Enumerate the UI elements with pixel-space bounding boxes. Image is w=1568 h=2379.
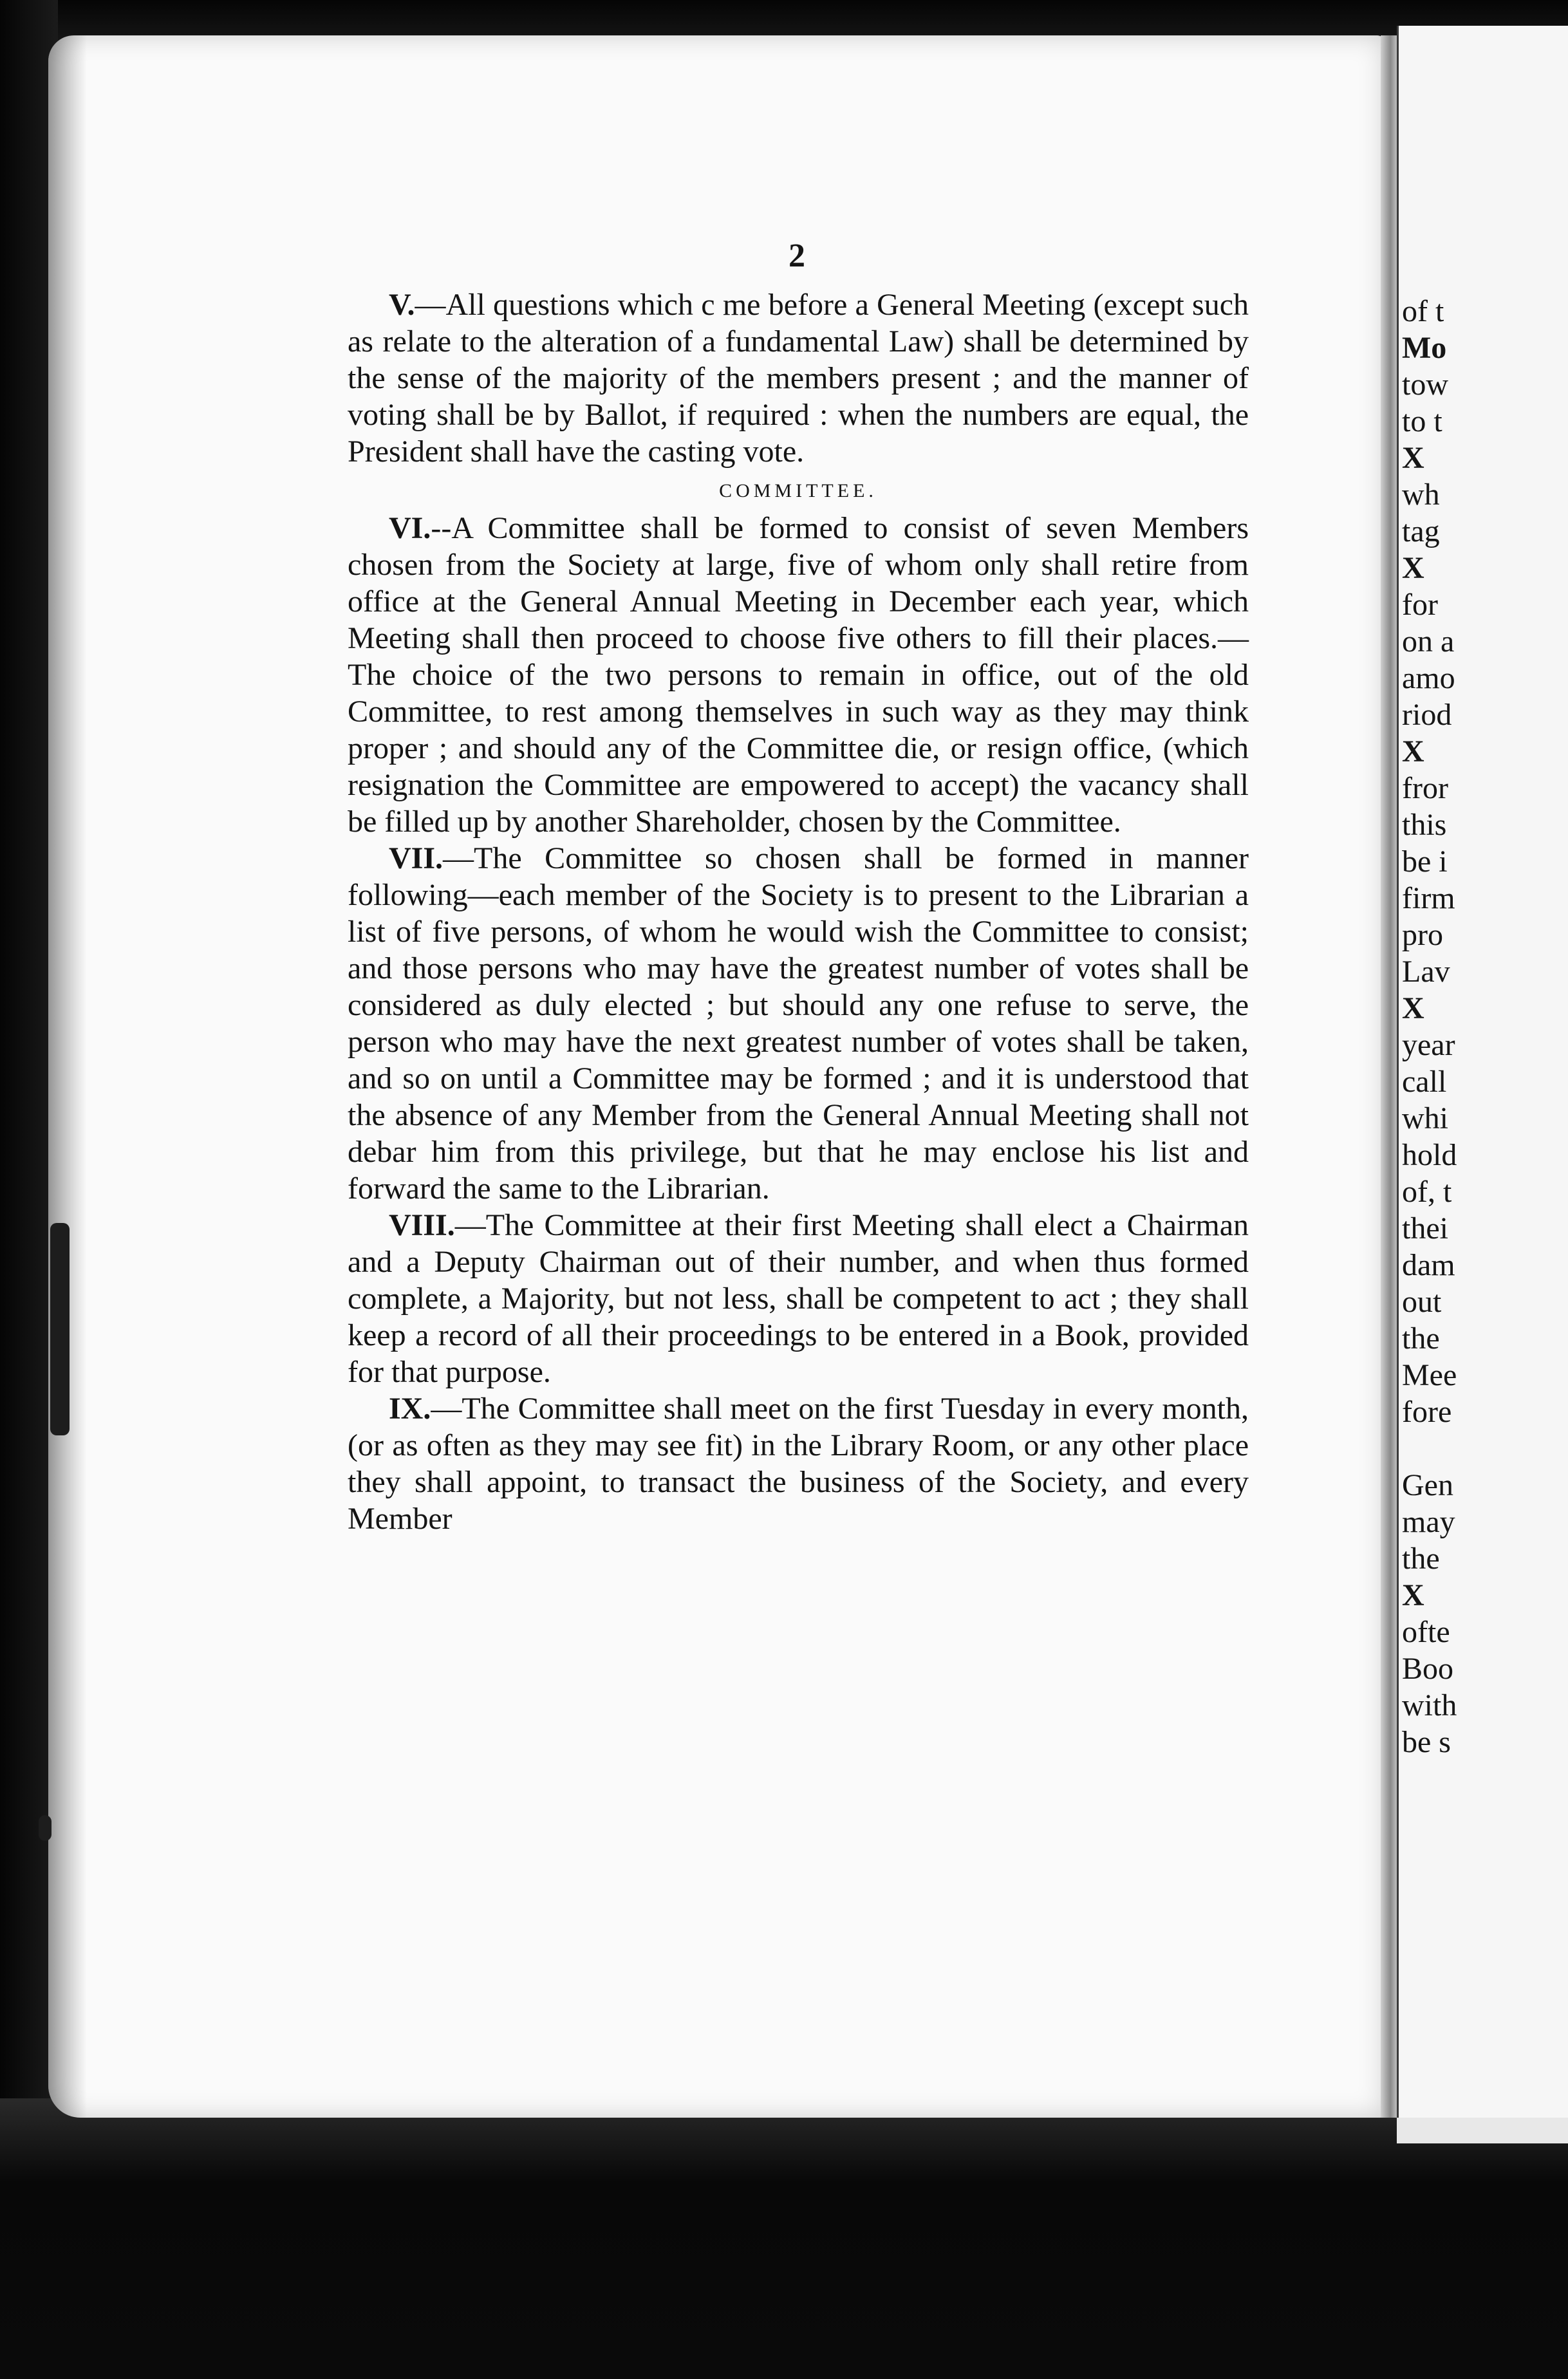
article-number: VII. [389,841,443,875]
article-text: —The Committee shall meet on the first Tuesday in every month, (or as often as they may see fit) in the Library Room, or any other place they shall appoint, to transact the business of the Society, and every Member [348,1392,1249,1536]
article-paragraph [348,840,1249,1207]
page-edge-mark [39,1815,51,1841]
facing-page-line: of t [1402,294,1444,328]
facing-page-line: X [1402,1578,1424,1612]
facing-page-line: ofte [1402,1615,1450,1649]
article-paragraph [348,510,1249,840]
facing-page-line: with [1402,1688,1457,1722]
facing-page-line: of, t [1402,1175,1452,1209]
facing-page-line: hold [1402,1138,1457,1172]
facing-page-line: Mee [1402,1358,1457,1392]
article-paragraph [348,286,1249,470]
facing-page-line: Gen [1402,1468,1453,1502]
facing-page-line: year [1402,1028,1455,1062]
facing-page-line: Boo [1402,1652,1454,1686]
facing-page-line: firm [1402,881,1455,915]
facing-page-line: this [1402,808,1447,842]
article-number: VI. [389,511,431,545]
article-number: IX. [389,1392,431,1426]
article-paragraph [348,1390,1249,1537]
page-number: 2 [789,238,805,274]
facing-page-line: thei [1402,1211,1448,1245]
facing-page-line: may [1402,1505,1455,1539]
facing-page-line: wh [1402,478,1440,512]
facing-page-line: X [1402,991,1424,1025]
facing-page-line: for [1402,588,1438,622]
facing-page-line: out [1402,1285,1442,1319]
facing-page-line: be i [1402,844,1448,879]
facing-page-line: tag [1402,514,1440,548]
facing-page-line: X [1402,551,1424,585]
scan-border-bottom [0,2098,1568,2379]
article-text: --A Committee shall be formed to consist of seven Members chosen from the Society at large, five of whom only shall retire from office at the General Annual Meeting in December each year, which Meeting shall then proceed to choose five others to fill their places.—The choice of the two persons to remain in office, out of the old Committee, to rest among themselves in such way as they may think proper ; and should any of the Committee die, or resign office, (which resignation the Committee are empowered to accept) the vacancy shall be filled up by another Shareholder, chosen by the Committee. [348,511,1249,839]
article-number: VIII. [389,1208,455,1242]
page-edge-mark [50,1223,70,1435]
facing-page-line: fror [1402,771,1448,805]
facing-page-line: whi [1402,1101,1448,1135]
facing-page-line: tow [1402,368,1448,402]
facing-page-line: fore [1402,1395,1452,1429]
facing-page-line [1402,1430,1568,1467]
article-text: —All questions which c me before a General Meeting (except such as relate to the alteration of a fundamental Law) shall be determined by the sense of the majority of the members present ; and the manner of voting shall be by Ballot, if required : when the numbers are equal, the President shall have the casting vote. [348,288,1249,469]
facing-page-line: to t [1402,404,1442,438]
facing-page-line: on a [1402,624,1455,658]
facing-page-line: call [1402,1065,1447,1099]
facing-page-line: Mo [1402,331,1447,365]
article-number: V. [389,288,415,322]
facing-page-line: the [1402,1321,1440,1356]
article-text: —The Committee so chosen shall be formed in manner following—each member of the Society is to present to the Librarian a list of five persons, of whom he would wish the Committee to consist; and those persons who may have the greatest number of votes shall be considered as duly elected ; but should any one refuse to serve, the person who may have the next greatest number of votes shall be taken, and so on until a Committee may be formed ; and it is understood that the absence of any Member from the General Annual Meeting shall not debar him from this privilege, but that he may enclose his list and forward the same to the Librarian. [348,841,1249,1206]
facing-page-line: be s [1402,1725,1451,1759]
facing-page-bottom [1397,2118,1568,2143]
facing-page-line: pro [1402,918,1443,952]
facing-page-line: amo [1402,661,1455,695]
section-heading: COMMITTEE. [719,480,877,501]
facing-page-line: riod [1402,698,1452,732]
facing-page-line: X [1402,734,1424,769]
article-text: —The Committee at their first Meeting shall elect a Chairman and a Deputy Chairman out of their number, and when thus formed complete, a Majority, but not less, shall be competent to act ; they shall keep a record of all their proceedings to be entered in a Book, provided for that purpose. [348,1208,1249,1389]
article-paragraph [348,1207,1249,1390]
facing-page-line: X [1402,441,1424,475]
facing-page-line: Lav [1402,955,1450,989]
text-column [348,286,1249,1537]
facing-page-line: dam [1402,1248,1455,1282]
facing-page-line: the [1402,1542,1440,1576]
facing-page-text [1402,293,1568,1760]
